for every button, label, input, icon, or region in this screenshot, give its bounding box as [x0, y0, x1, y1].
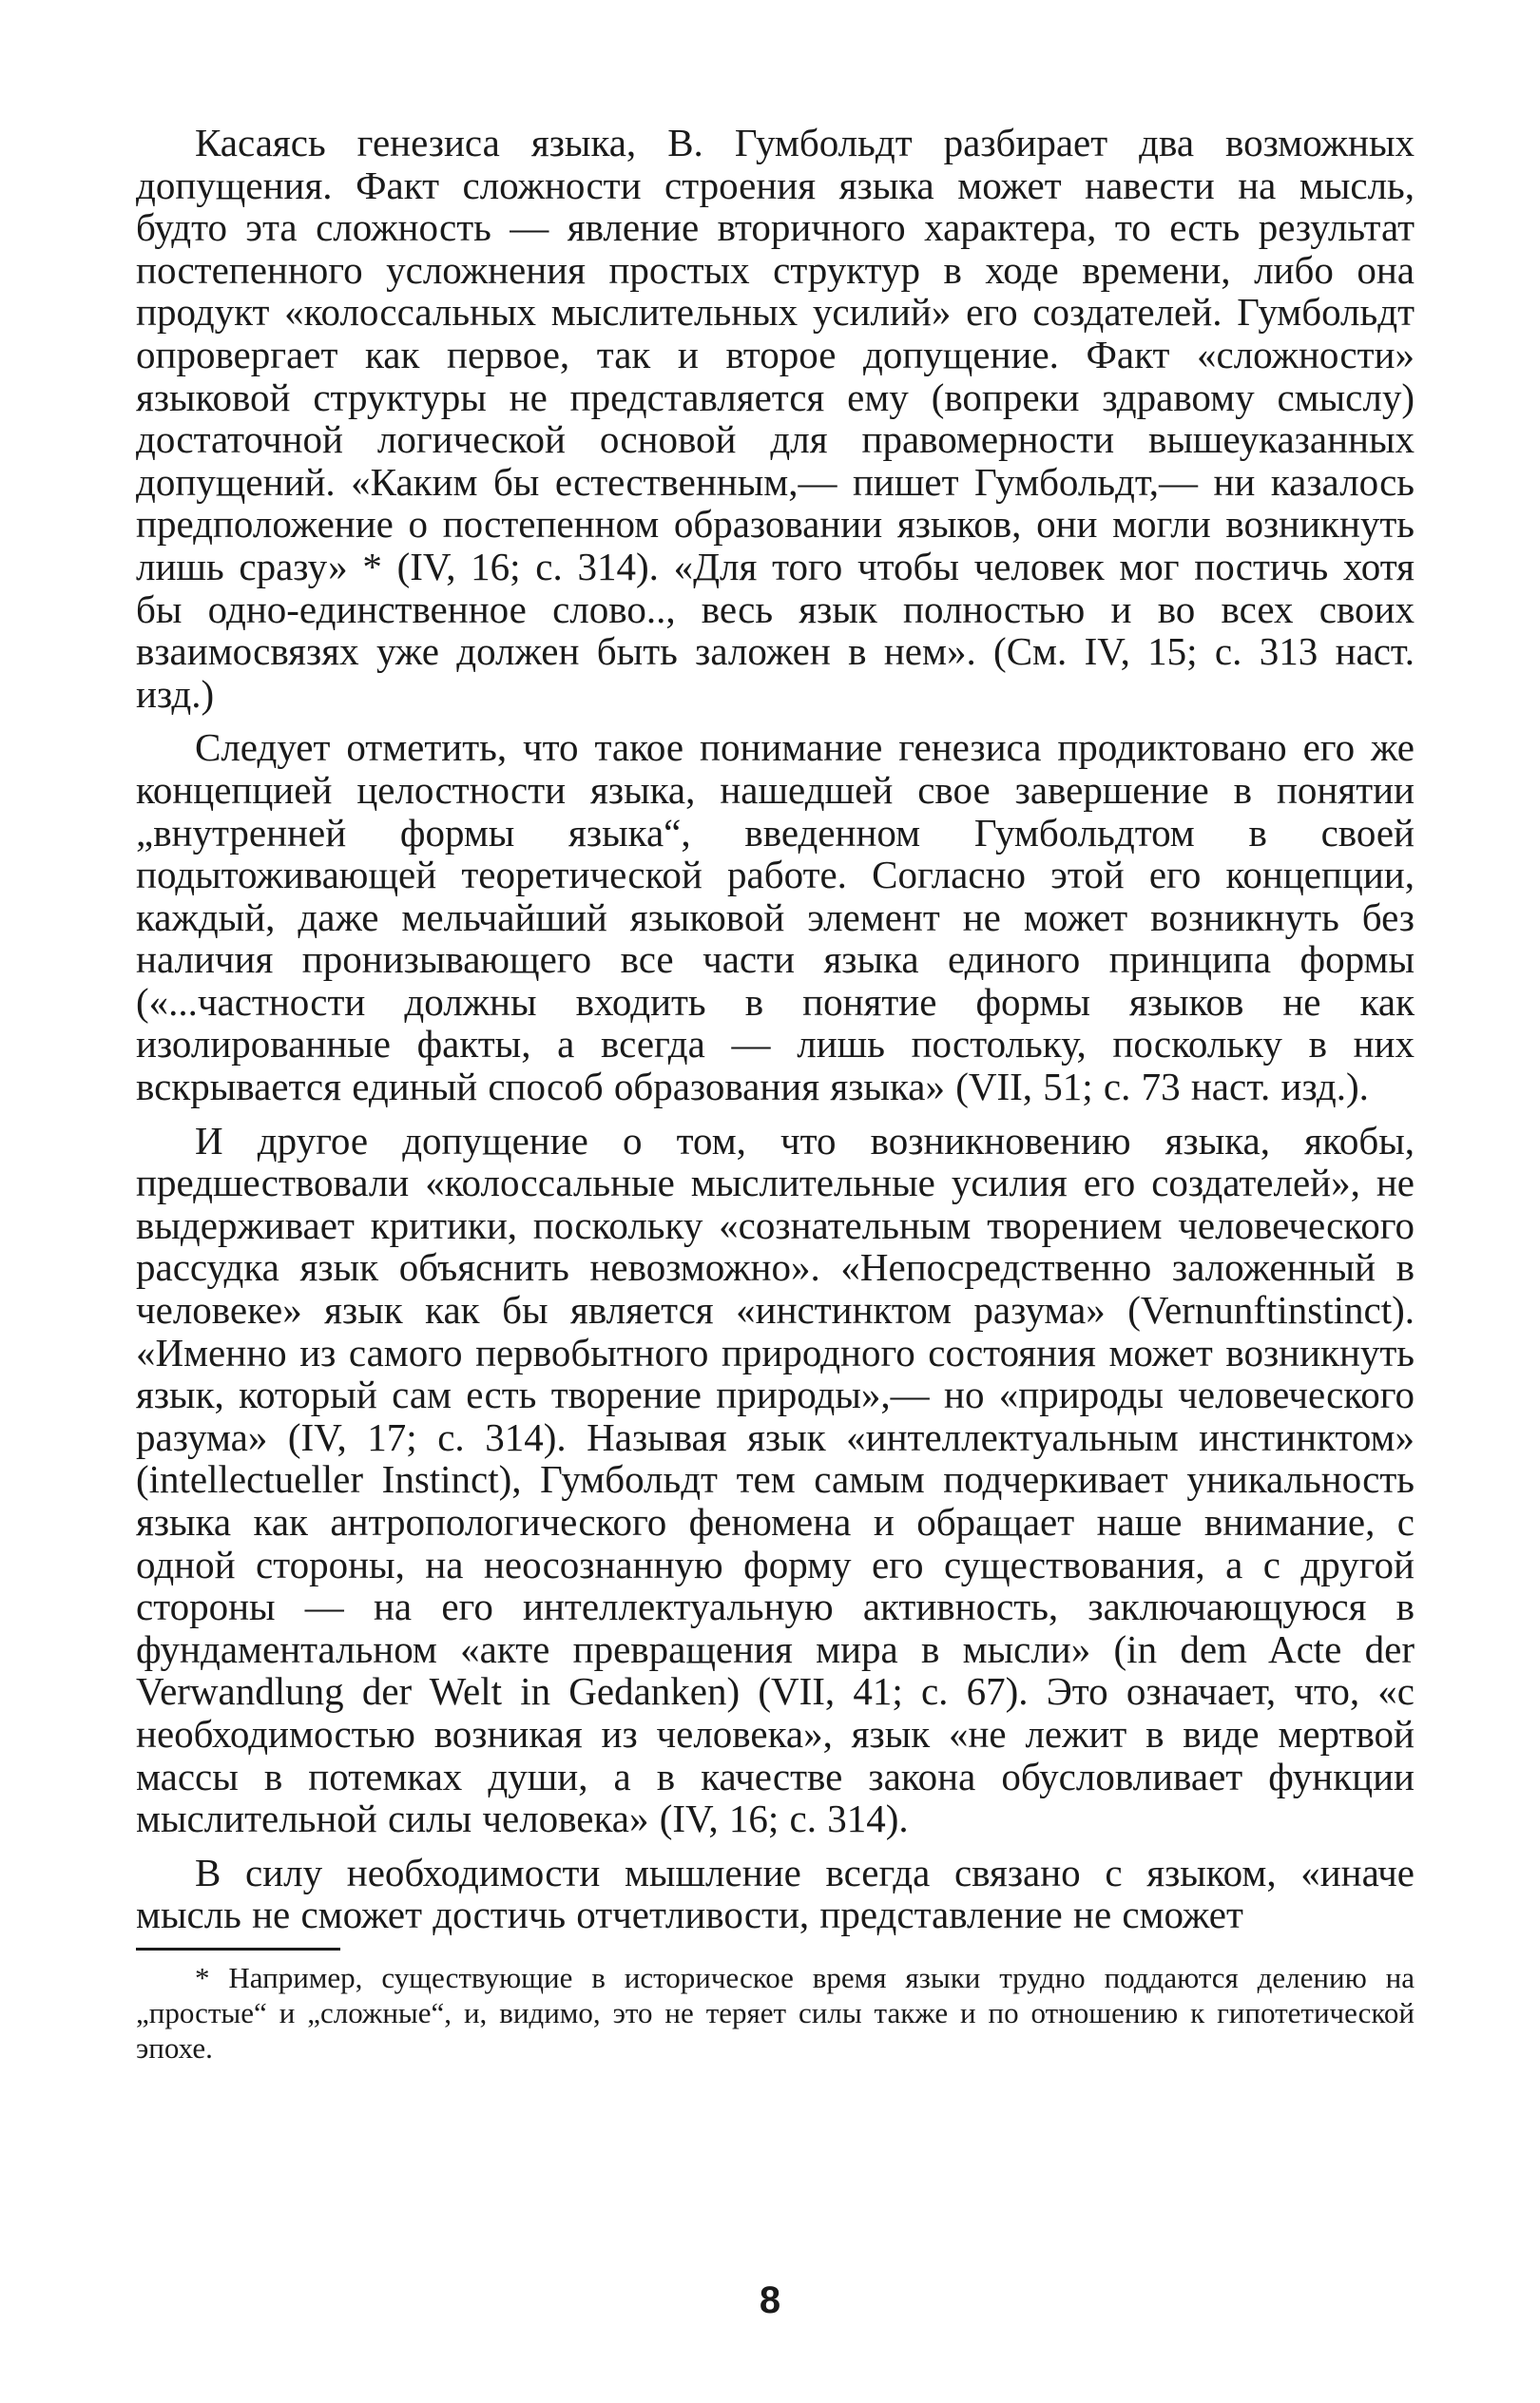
paragraph-genesis: Касаясь генезиса языка, В. Гумбольдт разбирает два возможных допущения. Факт сложности строения языка может навести на мысль, будто эта сложность — явление вторичного характера, то есть результат постепенного усложнения простых структур в ходе времени, либо она продукт «колоссальных мыслительных усилий» его создателей. Гумбольдт опровергает как первое, так и второе допущение. Факт «сложности» языковой структуры не представляется ему (вопреки здравому смыслу) достаточной логической основой для правомерности вышеуказанных допущений. «Каким бы естественным,— пишет Гумбольдт,— ни казалось предположение о постепенном образовании языков, они могли возникнуть лишь сразу» * (IV, 16; с. 314). «Для того чтобы человек мог постичь хотя бы одно-единственное слово.., весь язык полностью и во всех своих взаимосвязях уже должен быть заложен в нем». (См. IV, 15; с. 313 наст. изд.)	[136, 121, 1415, 716]
footnote-divider	[136, 1948, 340, 1951]
paragraph-instinct: И другое допущение о том, что возникновению языка, якобы, предшествовали «колоссальные мыслительные усилия его создателей», не выдерживает критики, поскольку «сознательным творением человеческого рассудка язык объяснить невозможно». «Непосредственно заложенный в человеке» язык как бы является «инстинктом разума» (Vernunftinstinct). «Именно из самого первобытного природного состояния может возникнуть язык, который сам есть творение природы»,— но «природы человеческого разума» (IV, 17; с. 314). Называя язык «интеллектуальным инстинктом» (intellectueller Instinct), Гумбольдт тем самым подчеркивает уникальность языка как антропологического феномена и обращает наше внимание, с одной стороны, на неосознанную форму его существования, а с другой стороны — на его интеллектуальную активность, заключающуюся в фундаментальном «акте превращения мира в мысли» (in dem Acte der Verwandlung der Welt in Gedanken) (VII, 41; с. 67). Это означает, что, «с необходимостью возникая из человека», язык «не лежит в виде мертвой массы в потемках души, а в качестве закона обусловливает функции мыслительной силы человека» (IV, 16; с. 314).	[136, 1118, 1415, 1841]
paragraph-inner-form: Следует отметить, что такое понимание генезиса продиктовано его же концепцией целостности языка, нашедшей свое завершение в понятии „внутренней формы языка“, введенном Гумбольдтом в своей подытоживающей теоретической работе. Согласно этой его концепции, каждый, даже мельчайший языковой элемент не может возникнуть без наличия пронизывающего все части языка единого принципа формы («...частности должны входить в понятие формы языков не как изолированные факты, а всегда — лишь постольку, поскольку в них вскрывается единый способ образования языка» (VII, 51; с. 73 наст. изд.).	[136, 725, 1415, 1109]
page-body	[136, 122, 1415, 2066]
footnote: * Например, существующие в историческое время языки трудно поддаются делению на „простые“ и „сложные“, и, видимо, это не теряет силы также и по отношению к гипотетической эпохе.	[136, 1960, 1415, 2065]
paragraph-thinking: В силу необходимости мышление всегда связано с языком, «иначе мысль не сможет достичь отчетливости, представление не сможет	[136, 1850, 1415, 1937]
page-number: 8	[759, 2279, 781, 2321]
